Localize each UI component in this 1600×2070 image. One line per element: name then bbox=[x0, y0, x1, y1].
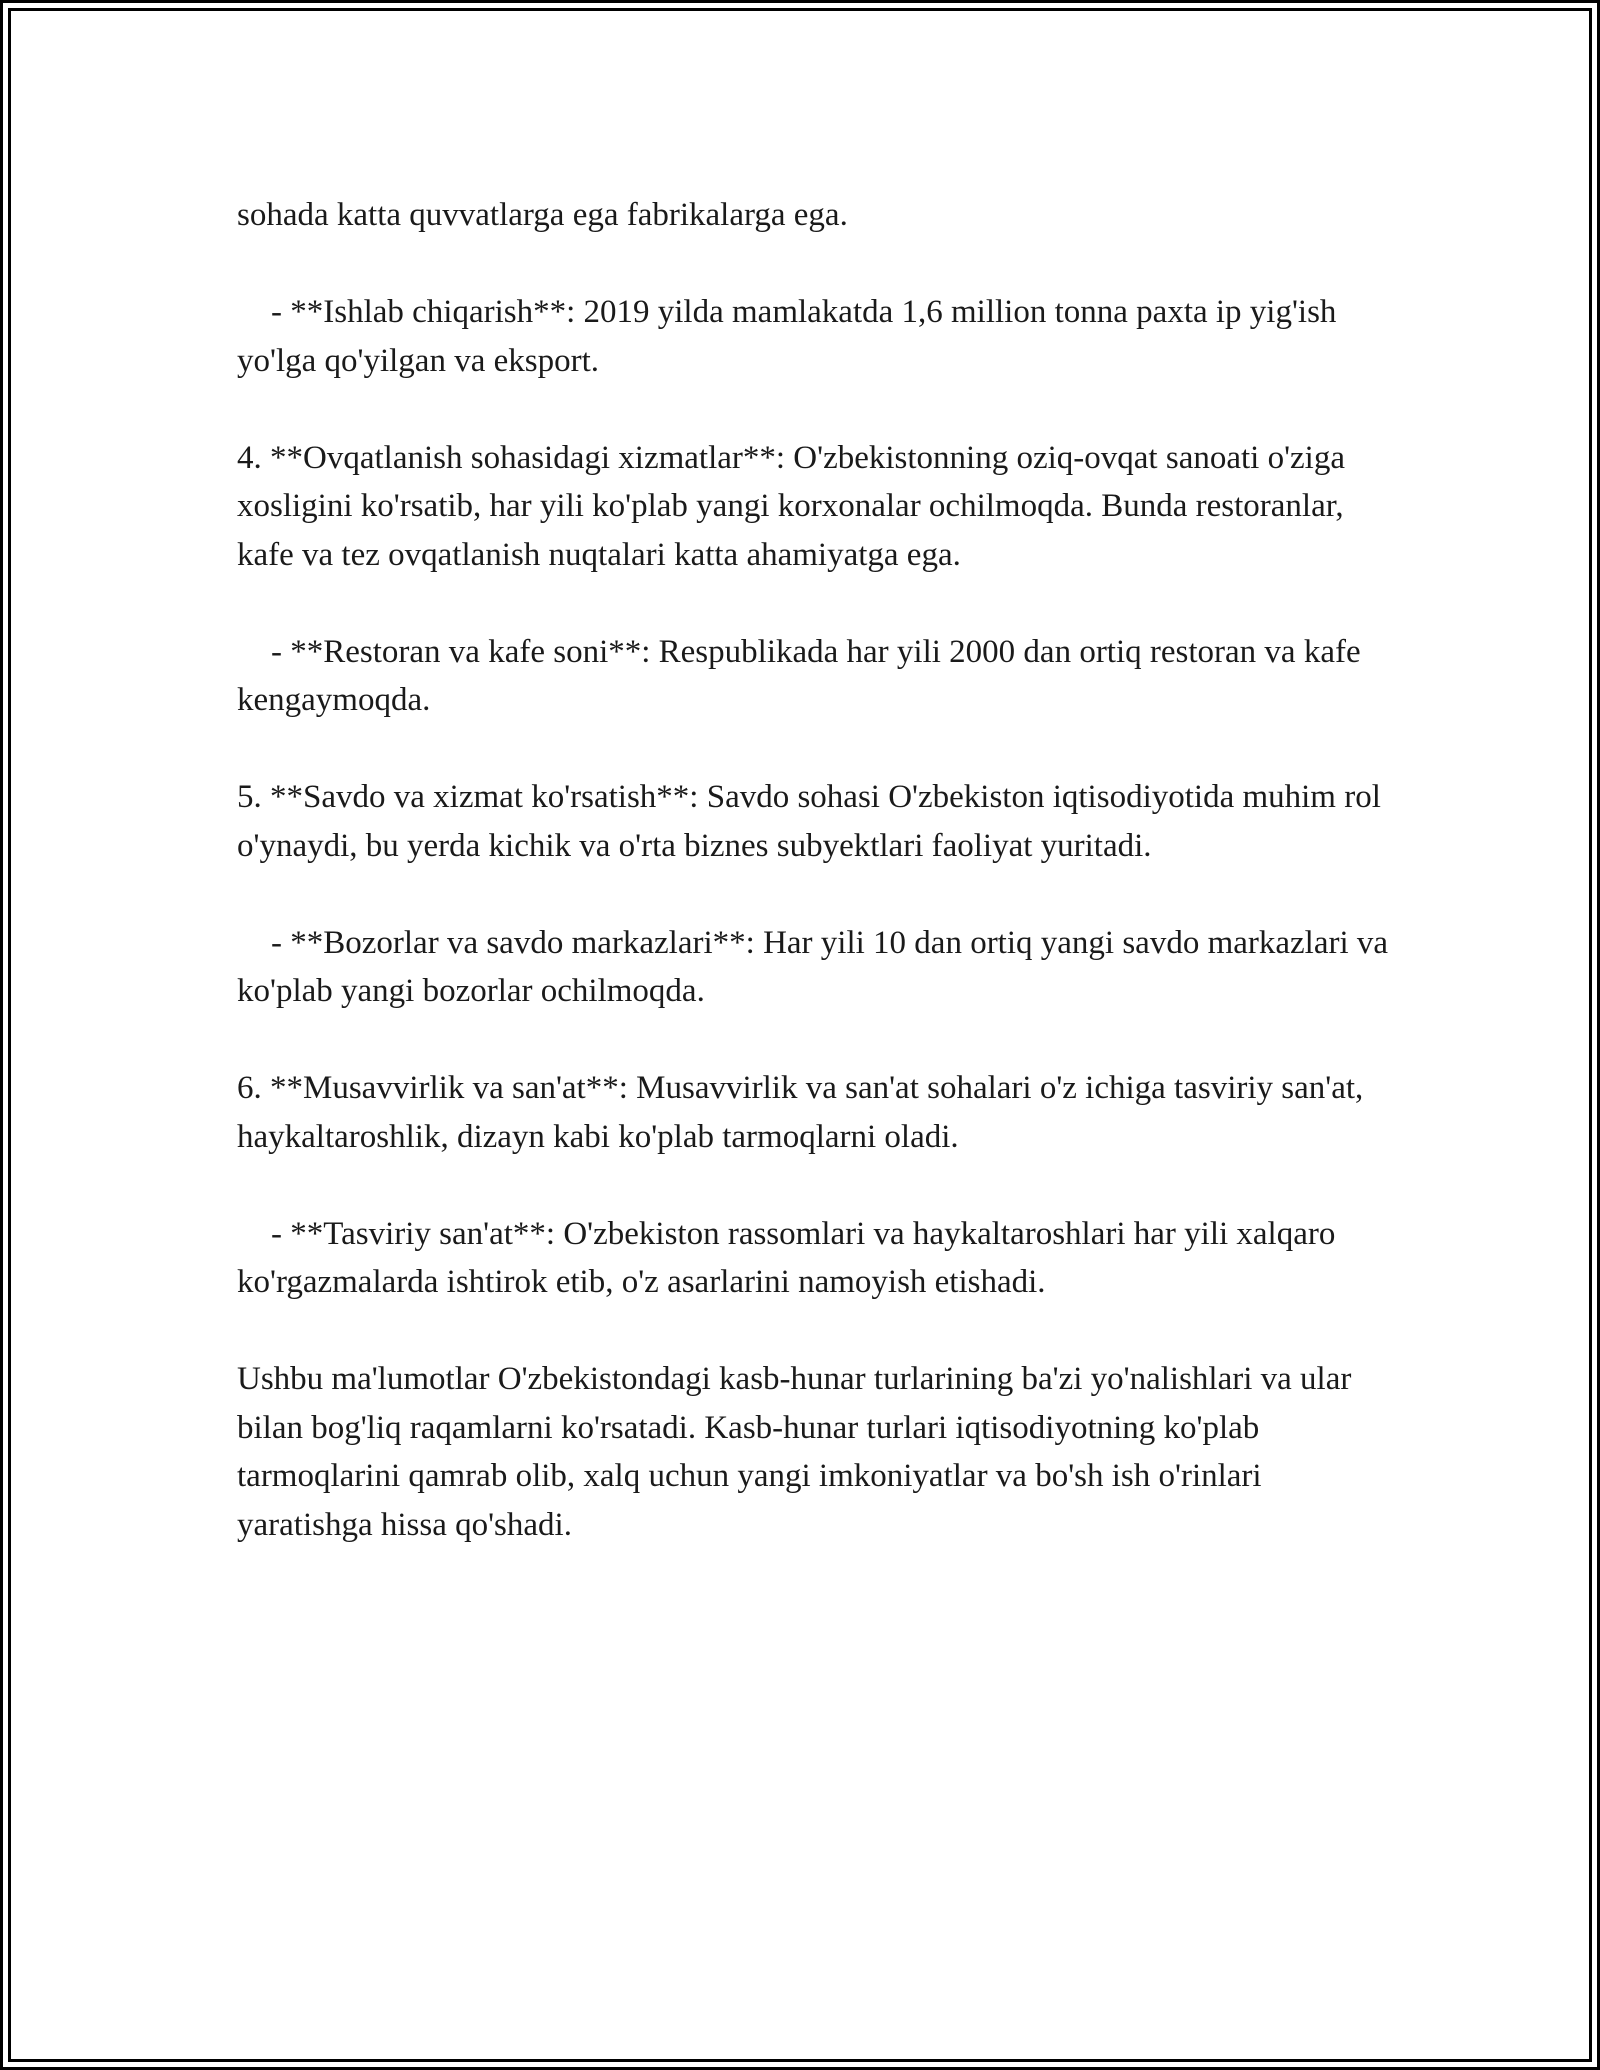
paragraph-restoran-kafe: - **Restoran va kafe soni**: Respublikada har yili 2000 dan ortiq restoran va kafe kengaymoqda. bbox=[237, 633, 1369, 718]
paragraph-bozorlar: - **Bozorlar va savdo markazlari**: Har yili 10 dan ortiq yangi savdo markazlari va ko'plab yangi bozorlar ochilmoqda. bbox=[237, 924, 1397, 1009]
paragraph-conclusion: Ushbu ma'lumotlar O'zbekistondagi kasb-hunar turlarining ba'zi yo'nalishlari va ular bilan bog'liq raqamlarni ko'rsatadi. Kasb-hunar turlari iqtisodiyotning ko'plab tarmoqlarini qamrab olib, xalq uchun yangi imkoniyatlar va bo'sh ish o'rinlari yaratishga hissa qo'shadi. bbox=[237, 1361, 1360, 1543]
paragraph-ishlab-chiqarish: - **Ishlab chiqarish**: 2019 yilda mamlakatda 1,6 million tonna paxta ip yig'ish yo'lga qo'yilgan va eksport. bbox=[237, 294, 1345, 379]
paragraph-savdo: 5. **Savdo va xizmat ko'rsatish**: Savdo sohasi O'zbekiston iqtisodiyotida muhim rol o'ynaydi, bu yerda kichik va o'rta biznes subyektlari faoliyat yuritadi. bbox=[237, 779, 1390, 864]
paragraph-musavvirlik: 6. **Musavvirlik va san'at**: Musavvirlik va san'at sohalari o'z ichiga tasviriy san'at, haykaltaroshlik, dizayn kabi ko'plab tarmoqlarni oladi. bbox=[237, 1070, 1372, 1155]
paragraph-continuation: sohada katta quvvatlarga ega fabrikalarga ega. bbox=[237, 197, 848, 233]
page-inner-border bbox=[8, 8, 1592, 2062]
paragraph-tasviriy-sanat: - **Tasviriy san'at**: O'zbekiston rassomlari va haykaltaroshlari har yili xalqaro ko'rgazmalarda ishtirok etib, o'z asarlarini namoyish etishadi. bbox=[237, 1215, 1344, 1300]
document-body bbox=[237, 191, 1397, 1598]
paragraph-ovqatlanish: 4. **Ovqatlanish sohasidagi xizmatlar**: O'zbekistonning oziq-ovqat sanoati o'ziga xosligini ko'rsatib, har yili ko'plab yangi korxonalar ochilmoqda. Bunda restoranlar, kafe va tez ovqatlanish nuqtalari katta ahamiyatga ega. bbox=[237, 439, 1354, 573]
